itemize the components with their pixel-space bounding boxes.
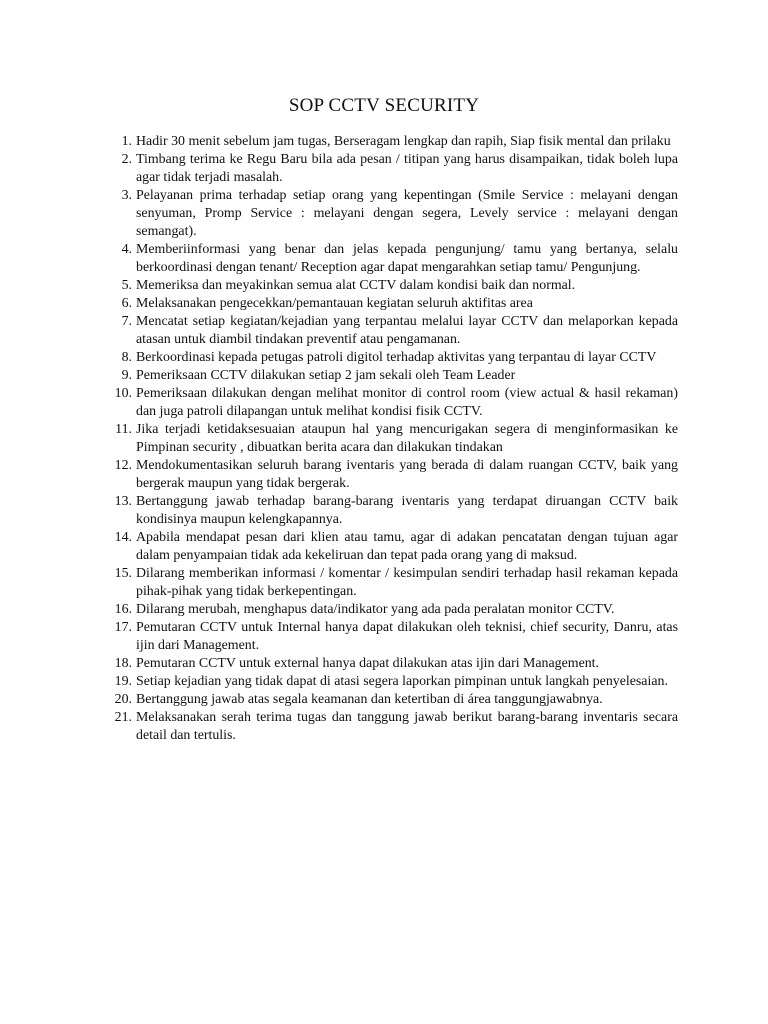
sop-item-text: Pelayanan prima terhadap setiap orang yang kepentingan (Smile Service : melayani dengan senyuman, Promp Service : melayani dengan segera, Levely service : melayani dengan semangat). xyxy=(136,188,678,239)
sop-item-7 xyxy=(106,313,678,349)
sop-item-text: Melaksanakan pengecekkan/pemantauan kegiatan seluruh aktifitas area xyxy=(136,296,533,311)
sop-item-4 xyxy=(106,241,678,277)
sop-item-number: 2. xyxy=(121,152,132,167)
sop-item-text: Mendokumentasikan seluruh barang iventaris yang berada di dalam ruangan CCTV, baik yang bergerak maupun yang tidak bergerak. xyxy=(136,458,678,491)
sop-item-text: Bertanggung jawab atas segala keamanan dan ketertiban di área tanggungjawabnya. xyxy=(136,692,603,707)
sop-item-18 xyxy=(106,655,678,673)
sop-item-text: Dilarang memberikan informasi / komentar / kesimpulan sendiri terhadap hasil rekaman kepada pihak-pihak yang tidak berkepentingan. xyxy=(136,566,678,599)
sop-item-12 xyxy=(106,457,678,493)
sop-item-10 xyxy=(106,385,678,421)
sop-item-number: 20. xyxy=(114,692,132,707)
sop-item-number: 14. xyxy=(114,530,132,545)
sop-item-number: 4. xyxy=(121,242,132,257)
sop-item-text: Pemutaran CCTV untuk external hanya dapat dilakukan atas ijin dari Management. xyxy=(136,656,600,671)
sop-item-number: 8. xyxy=(121,350,132,365)
sop-item-text: Pemeriksaan dilakukan dengan melihat monitor di control room (view actual & hasil rekaman) dan juga patroli dilapangan untuk melihat kondisi fisik CCTV. xyxy=(136,386,678,419)
sop-item-16 xyxy=(106,601,678,619)
sop-item-text: Pemeriksaan CCTV dilakukan setiap 2 jam sekali oleh Team Leader xyxy=(136,368,516,383)
sop-item-2 xyxy=(106,151,678,187)
sop-item-number: 3. xyxy=(121,188,132,203)
sop-item-8 xyxy=(106,349,678,367)
sop-item-number: 11. xyxy=(115,422,132,437)
sop-item-text: Melaksanakan serah terima tugas dan tanggung jawab berikut barang-barang inventaris secara detail dan tertulis. xyxy=(136,710,678,743)
sop-item-number: 1. xyxy=(121,134,132,149)
sop-item-text: Mencatat setiap kegiatan/kejadian yang terpantau melalui layar CCTV dan melaporkan kepada atasan untuk diambil tindakan preventif atau pengamanan. xyxy=(136,314,678,347)
sop-item-6 xyxy=(106,295,678,313)
sop-item-text: Hadir 30 menit sebelum jam tugas, Berseragam lengkap dan rapih, Siap fisik mental dan prilaku xyxy=(136,134,671,149)
sop-item-3 xyxy=(106,187,678,241)
sop-item-number: 16. xyxy=(114,602,132,617)
sop-item-20 xyxy=(106,691,678,709)
sop-item-number: 7. xyxy=(121,314,132,329)
sop-item-number: 19. xyxy=(114,674,132,689)
sop-item-text: Setiap kejadian yang tidak dapat di atasi segera laporkan pimpinan untuk langkah penyelesaian. xyxy=(136,674,668,689)
sop-item-number: 10. xyxy=(114,386,132,401)
sop-item-text: Apabila mendapat pesan dari klien atau tamu, agar di adakan pencatatan dengan tujuan agar dalam penyampaian tidak ada kekeliruan dan tepat pada orang yang di maksud. xyxy=(136,530,678,563)
sop-item-text: Timbang terima ke Regu Baru bila ada pesan / titipan yang harus disampaikan, tidak boleh lupa agar tidak terjadi masalah. xyxy=(136,152,678,185)
sop-item-19 xyxy=(106,673,678,691)
sop-item-text: Dilarang merubah, menghapus data/indikator yang ada pada peralatan monitor CCTV. xyxy=(136,602,615,617)
sop-item-text: Berkoordinasi kepada petugas patroli digitol terhadap aktivitas yang terpantau di layar CCTV xyxy=(136,350,657,365)
sop-item-13 xyxy=(106,493,678,529)
sop-item-9 xyxy=(106,367,678,385)
sop-item-15 xyxy=(106,565,678,601)
sop-item-text: Bertanggung jawab terhadap barang-barang iventaris yang terdapat diruangan CCTV baik kondisinya maupun kelengkapannya. xyxy=(136,494,678,527)
sop-item-text: Memberiinformasi yang benar dan jelas kepada pengunjung/ tamu yang bertanya, selalu berkoordinasi dengan tenant/ Reception agar dapat mengarahkan setiap tamu/ Pengunjung. xyxy=(136,242,678,275)
sop-item-number: 12. xyxy=(114,458,132,473)
sop-item-21 xyxy=(106,709,678,745)
sop-item-17 xyxy=(106,619,678,655)
sop-item-text: Memeriksa dan meyakinkan semua alat CCTV dalam kondisi baik dan normal. xyxy=(136,278,576,293)
sop-list xyxy=(106,133,678,745)
sop-item-11 xyxy=(106,421,678,457)
sop-item-number: 18. xyxy=(114,656,132,671)
sop-item-number: 15. xyxy=(114,566,132,581)
sop-item-14 xyxy=(106,529,678,565)
sop-item-number: 13. xyxy=(114,494,132,509)
sop-item-text: Jika terjadi ketidaksesuaian ataupun hal yang mencurigakan segera di menginformasikan ke Pimpinan security , dibuatkan berita acara dan dilakukan tindakan xyxy=(136,422,678,455)
sop-item-number: 5. xyxy=(121,278,132,293)
sop-item-number: 6. xyxy=(121,296,132,311)
document-title: SOP CCTV SECURITY xyxy=(288,95,480,116)
sop-item-number: 17. xyxy=(114,620,132,635)
sop-item-text: Pemutaran CCTV untuk Internal hanya dapat dilakukan oleh teknisi, chief security, Danru, atas ijin dari Management. xyxy=(136,620,678,653)
sop-item-5 xyxy=(106,277,678,295)
sop-item-number: 9. xyxy=(121,368,132,383)
sop-item-1 xyxy=(106,133,678,151)
sop-item-number: 21. xyxy=(114,710,132,725)
